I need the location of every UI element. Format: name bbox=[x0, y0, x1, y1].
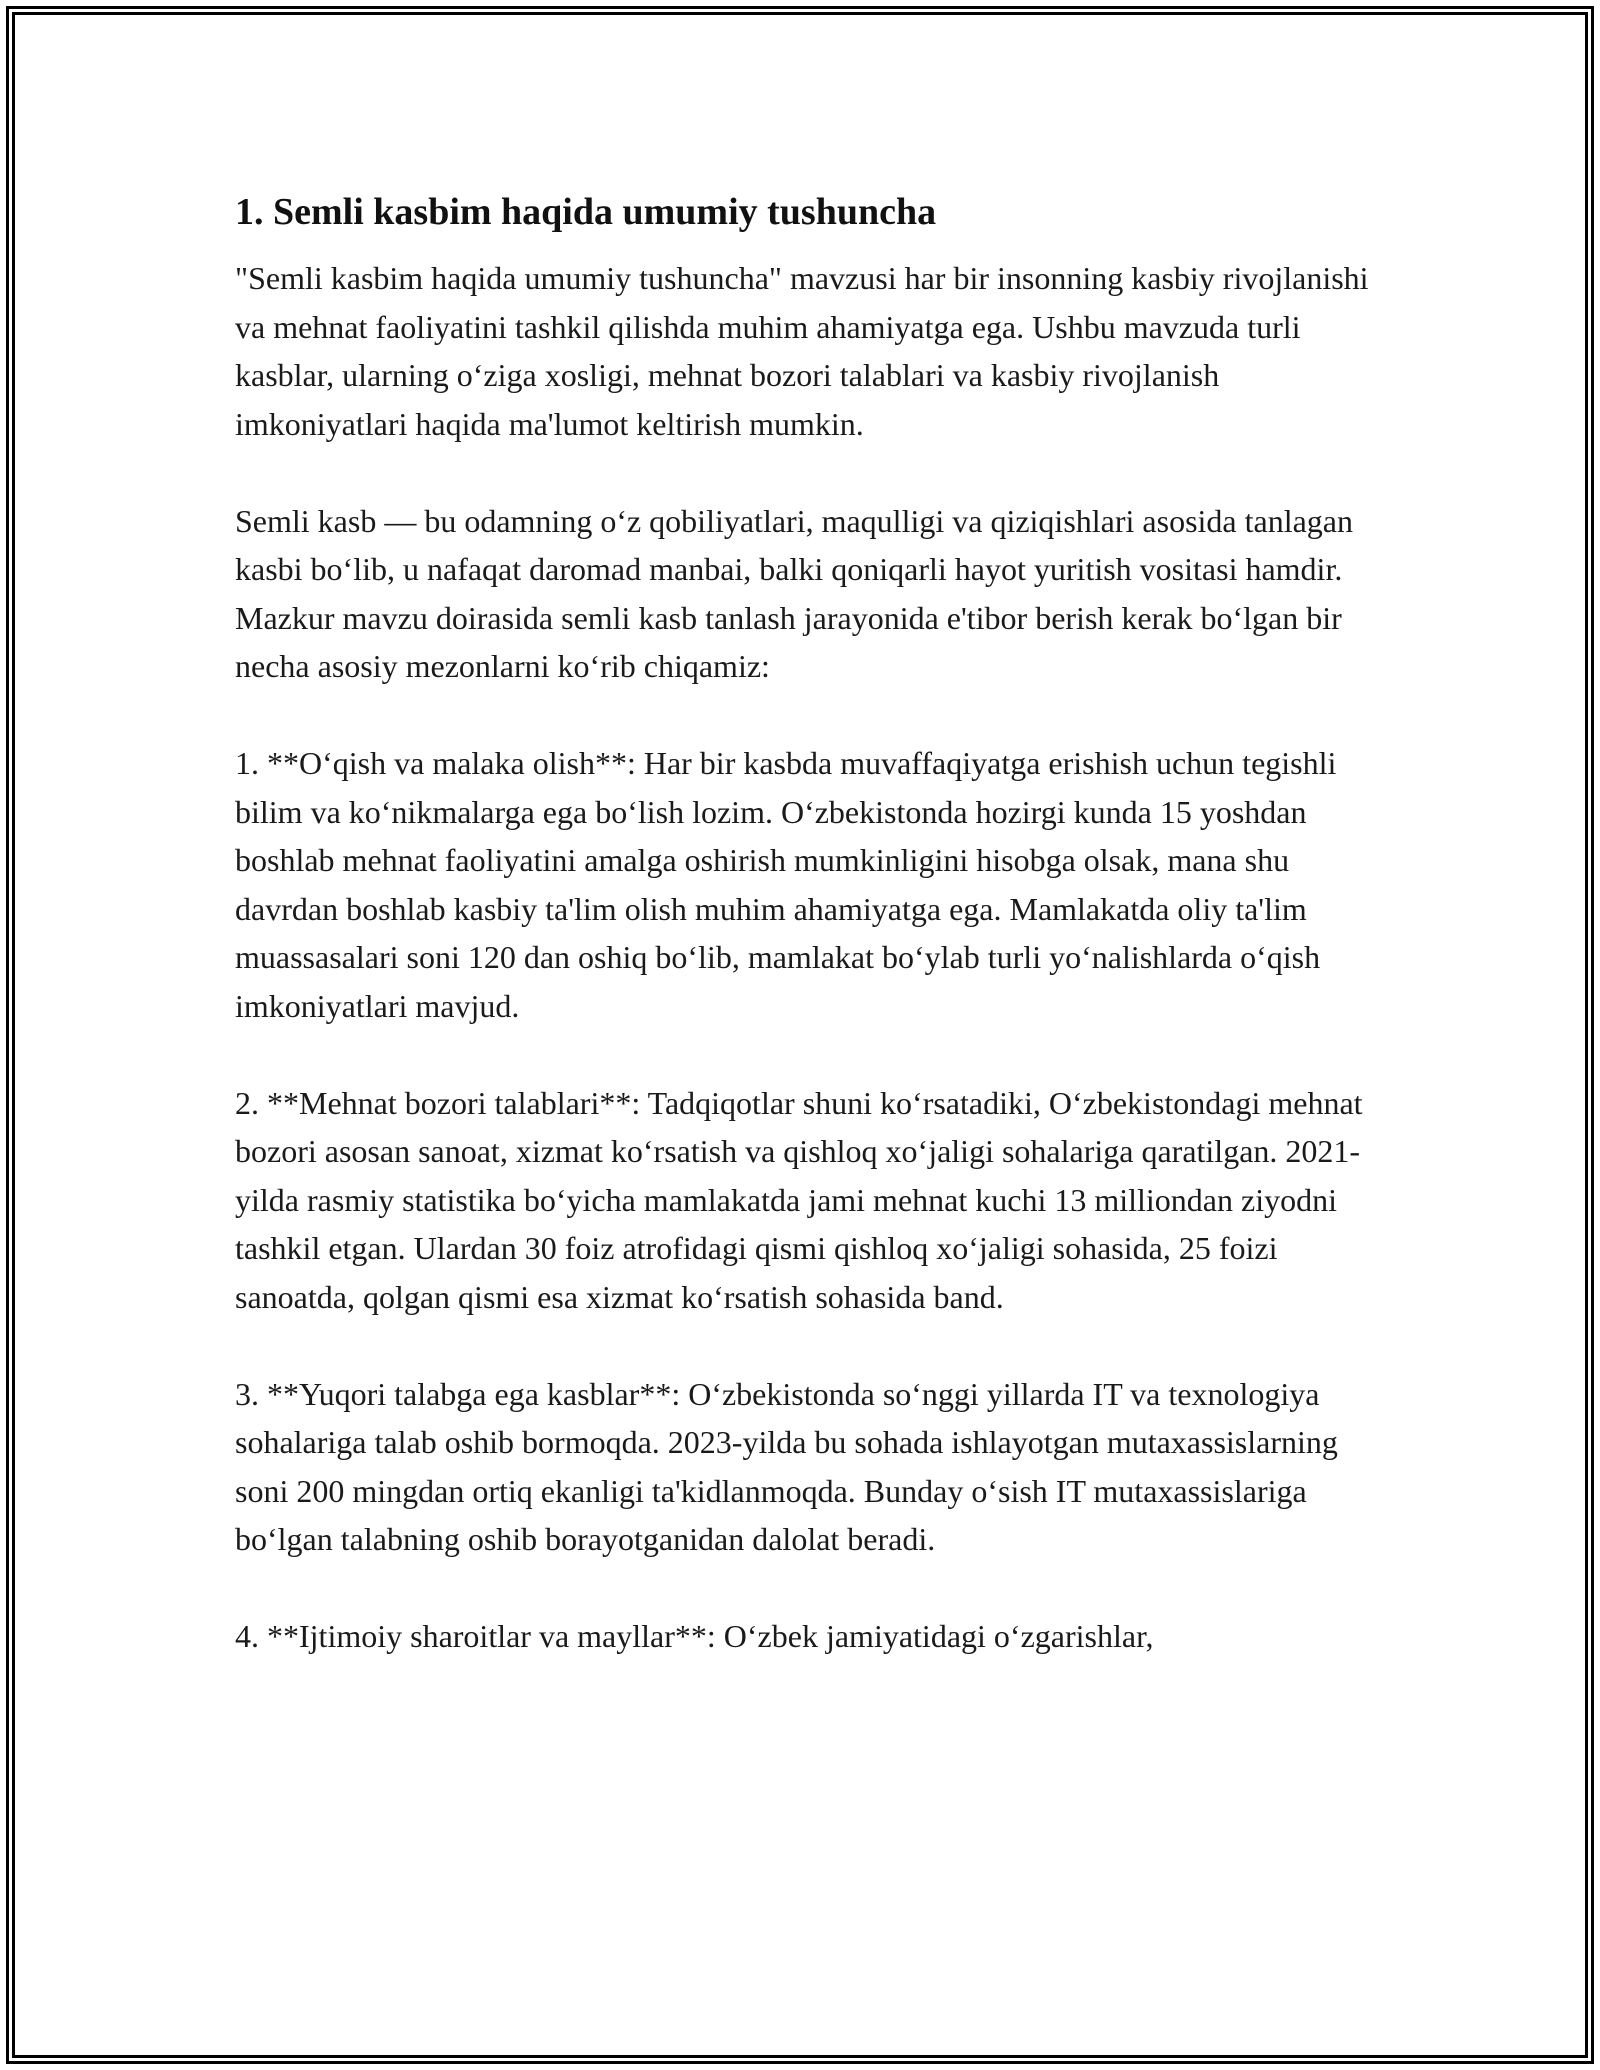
section-heading: 1. Semli kasbim haqida umumiy tushuncha bbox=[235, 191, 937, 233]
paragraph-item-4: 4. **Ijtimoiy sharoitlar va mayllar**: O‘zbek jamiyatidagi o‘zgarishlar, bbox=[235, 1618, 1154, 1654]
paragraph-item-3: 3. **Yuqori talabga ega kasblar**: O‘zbekistonda so‘nggi yillarda IT va texnologiya sohalariga talab oshib bormoqda. 2023-yilda bu sohada ishlayotgan mutaxassislarning soni 200 mingdan ortiq ekanligi ta'kidlanmoqda. Bunday o‘sish IT mutaxassislariga bo‘lgan talabning oshib borayotganidan dalolat beradi. bbox=[235, 1375, 1338, 1557]
document-body bbox=[235, 188, 1375, 1661]
paragraph-intro: "Semli kasbim haqida umumiy tushuncha" mavzusi har bir insonning kasbiy rivojlanishi va mehnat faoliyatini tashkil qilishda muhim ahamiyatga ega. Ushbu mavzuda turli kasblar, ularning o‘ziga xosligi, mehnat bozori talablari va kasbiy rivojlanish imkoniyatlari haqida ma'lumot keltirish mumkin. bbox=[235, 260, 1369, 442]
paragraph-item-2: 2. **Mehnat bozori talablari**: Tadqiqotlar shuni ko‘rsatadiki, O‘zbekistondagi mehnat bozori asosan sanoat, xizmat ko‘rsatish va qishloq xo‘jaligi sohalariga qaratilgan. 2021-yilda rasmiy statistika bo‘yicha mamlakatda jami mehnat kuchi 13 milliondan ziyodni tashkil etgan. Ulardan 30 foiz atrofidagi qismi qishloq xo‘jaligi sohasida, 25 foizi sanoatda, qolgan qismi esa xizmat ko‘rsatish sohasida band. bbox=[235, 1084, 1363, 1315]
paragraph-item-1: 1. **O‘qish va malaka olish**: Har bir kasbda muvaffaqiyatga erishish uchun tegishli bilim va ko‘nikmalarga ega bo‘lish lozim. O‘zbekistonda hozirgi kunda 15 yoshdan boshlab mehnat faoliyatini amalga oshirish mumkinligini hisobga olsak, mana shu davrdan boshlab kasbiy ta'lim olish muhim ahamiyatga ega. Mamlakatda oliy ta'lim muassasalari soni 120 dan oshiq bo‘lib, mamlakat bo‘ylab turli yo‘nalishlarda o‘qish imkoniyatlari mavjud. bbox=[235, 745, 1337, 1024]
paragraph-definition: Semli kasb — bu odamning o‘z qobiliyatlari, maqulligi va qiziqishlari asosida tanlagan kasbi bo‘lib, u nafaqat daromad manbai, balki qoniqarli hayot yuritish vositasi hamdir. Mazkur mavzu doirasida semli kasb tanlash jarayonida e'tibor berish kerak bo‘lgan bir necha asosiy mezonlarni ko‘rib chiqamiz: bbox=[235, 502, 1353, 684]
